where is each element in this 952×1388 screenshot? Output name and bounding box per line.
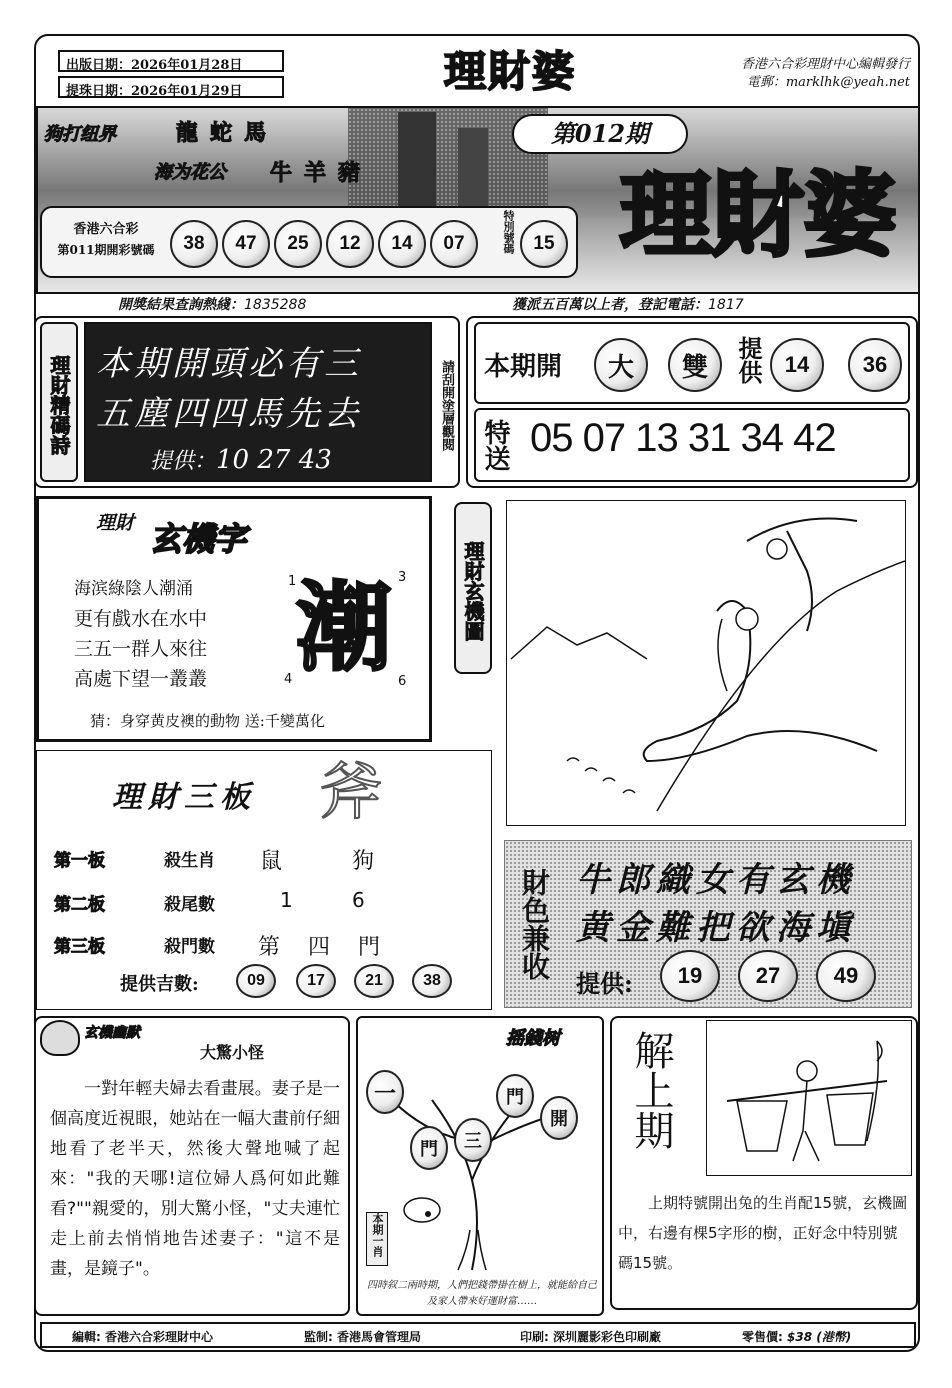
poem-line-2: 五塵四四馬先去 — [96, 394, 362, 434]
fish-animals — [270, 156, 410, 187]
open-ball-big: 大 — [594, 338, 648, 392]
result-title — [46, 220, 166, 260]
poem-side-label: 理財精碼詩 — [40, 322, 78, 482]
cai-bin-line-1: 牛郎織女有玄機 — [576, 860, 856, 900]
jie-shang-drawing — [707, 1021, 911, 1175]
fish-animal: 羊 — [304, 160, 339, 186]
publish-date-box — [58, 50, 284, 72]
special-number: 42 — [793, 416, 836, 460]
ban-value: 四 — [308, 935, 331, 960]
cai-bin-ball: 27 — [738, 950, 798, 1002]
ban-value: 門 — [358, 935, 381, 960]
fish-animal: 豬 — [338, 160, 373, 186]
xuanji-zi-title: 玄機字 — [150, 520, 247, 558]
humor-title: 大驚小怪 — [200, 1043, 265, 1062]
footer — [40, 1322, 916, 1348]
scratch-label: 請刮開塗層觀閱 — [439, 359, 454, 451]
cai-bin-ball: 49 — [816, 950, 876, 1002]
fish-label: 海为花公 — [154, 162, 226, 183]
ban-label: 第一板 — [54, 851, 105, 871]
editor-label: 編輯: — [72, 1330, 101, 1344]
xuanji-big-char: 潮 — [296, 572, 392, 684]
print-label: 印刷: — [520, 1330, 549, 1344]
xuanji-tu-drawing — [507, 501, 905, 825]
pickup-date: 2026年01月29日 — [131, 84, 243, 99]
lucky-number-ball: 21 — [354, 964, 394, 998]
san-ban-row — [46, 890, 466, 920]
publish-date: 2026年01月28日 — [131, 58, 243, 73]
special-number-ball: 15 — [520, 220, 568, 268]
register-phone: 1817 — [708, 297, 744, 313]
draw-number-ball: 38 — [170, 220, 218, 268]
print-name: 深圳麗影彩色印刷廠 — [553, 1330, 662, 1344]
ban-label: 第三板 — [54, 937, 105, 957]
hotline-number: 1835288 — [244, 297, 307, 313]
lucky-number-ball: 09 — [236, 964, 276, 998]
price-value: $38 (港幣) — [787, 1330, 852, 1344]
lucky-number-ball: 17 — [296, 964, 336, 998]
register-label: 獲派五百萬以上者，登記電話： — [512, 297, 708, 313]
money-fruit: 門 — [496, 1074, 534, 1118]
hotline-label: 開獎結果查詢熱綫： — [118, 297, 244, 313]
xuanji-zi-title-prefix: 理財 — [96, 512, 135, 534]
ban-value: 鼠 — [260, 849, 283, 874]
footer-supervise — [304, 1328, 421, 1345]
ban-value: 第 — [258, 935, 281, 960]
money-fruit: 三 — [454, 1118, 492, 1162]
corner-number-4: 4 — [284, 672, 293, 687]
draw-number-ball: 12 — [326, 220, 374, 268]
special-number: 34 — [740, 416, 783, 460]
humor-tag: 玄機幽默 — [84, 1025, 140, 1041]
xuanji-riddle: 猜：身穿黄皮襖的動物 送:千變萬化 — [90, 712, 325, 730]
corner-number-1: 1 — [288, 574, 297, 589]
humor-body: 一對年輕夫婦去看畫展。妻子是一個高度近視眼，她站在一幅大畫前仔細地看了老半天，然後大聲地喊了起來："我的天哪!這位婦人爲何如此難看?""親愛的，別大驚小怪，"丈夫連忙走上前去悄悄地告述妻子："這不是畫，是鏡子"。 — [50, 1079, 340, 1279]
jie-shang-image — [706, 1020, 912, 1176]
open-label: 本期開 — [484, 352, 563, 382]
this-issue-provide-label: 提供 — [734, 336, 763, 384]
publish-label: 出版日期： — [66, 58, 132, 73]
lucky-number-ball: 38 — [412, 964, 452, 998]
ban-value: 6 — [352, 888, 365, 912]
price-label: 零售價: — [742, 1330, 783, 1344]
money-tree-title: 摇錢树 — [506, 1028, 560, 1049]
result-title-line1: 香港六合彩 — [73, 222, 139, 237]
special-number: 31 — [687, 416, 731, 460]
special-number: 05 — [530, 416, 573, 460]
money-fruit: 開 — [540, 1096, 578, 1140]
xuanji-tu-image — [506, 500, 906, 826]
provide-ball: 14 — [770, 338, 824, 392]
xuanji-zi-poem-line: 三五一群人來往 — [74, 638, 208, 660]
city-tower-2 — [458, 128, 488, 218]
xuanji-zi-poem-line: 高處下望一叢叢 — [74, 668, 208, 690]
hotline-info — [118, 294, 478, 314]
footer-editor — [72, 1328, 213, 1345]
pickup-label: 提珠日期： — [66, 84, 132, 99]
xuanji-zi-poem — [74, 574, 284, 694]
draw-number-ball: 14 — [378, 220, 426, 268]
poem-provide-label: 提供： — [150, 449, 217, 474]
humor-mascot — [40, 1020, 80, 1056]
register-info — [512, 294, 872, 314]
result-title-line2: 第011期開彩號碼 — [57, 243, 155, 257]
special-number: 13 — [635, 416, 678, 460]
san-ban-row — [46, 932, 466, 962]
corner-number-3: 3 — [398, 570, 407, 585]
org-name: 香港六合彩理財中心編輯發行 — [740, 57, 910, 72]
money-fruit: 門 — [410, 1126, 448, 1170]
hit-animals — [176, 116, 316, 147]
money-tree-stamp: 本期一肖 — [366, 1212, 388, 1266]
hit-label: 狗打纽界 — [44, 124, 116, 145]
email-address: marklhk@yeah.net — [785, 75, 910, 90]
poem-provide-numbers: 10 27 43 — [216, 445, 332, 475]
corner-number-6: 6 — [398, 674, 407, 689]
header-logo: 理財婆 — [443, 47, 576, 96]
open-ball-even: 雙 — [668, 338, 722, 392]
san-ban-title: 理財三板 — [112, 780, 256, 815]
big-logo: 理財婆 — [619, 161, 896, 269]
email-label: 電郵： — [746, 75, 786, 90]
money-fruit: 一 — [366, 1070, 404, 1114]
poem-line-1: 本期開頭必有三 — [96, 344, 362, 384]
fish-animal: 牛 — [270, 160, 305, 186]
supervise-name: 香港馬會管理局 — [337, 1330, 422, 1344]
xuanji-tu-label: 理財玄機圖 — [454, 502, 492, 674]
pickup-date-box — [58, 76, 284, 98]
supervise-label: 監制: — [304, 1330, 333, 1344]
draw-number-ball: 07 — [430, 220, 478, 268]
footer-price — [742, 1328, 851, 1345]
cai-bin-provide-label: 提供: — [576, 969, 633, 998]
money-tree-caption: 四時叙二兩時期，人們把錢帶掛在樹上，就能給自己及家人帶來好運財富…… — [367, 1280, 597, 1307]
xuanji-zi-poem-line: 更有戲水在水中 — [74, 608, 208, 630]
ban-kill-type: 殺生肖 — [164, 851, 215, 871]
jie-shang-text: 上期特號開出兔的生肖配15號，玄機圖中，右邊有棵5字形的樹，正好念中特別號碼15號。 — [618, 1194, 908, 1272]
cai-bin-ball: 19 — [660, 950, 720, 1002]
special-send-label: 特送 — [480, 419, 510, 471]
ban-kill-type: 殺尾數 — [164, 895, 215, 915]
cai-bin-label: 財色兼收 — [518, 868, 551, 980]
san-ban-row — [46, 846, 466, 876]
jie-shang-title: 解上期 — [628, 1030, 674, 1150]
cai-bin-line-2: 黄金難把欲海塡 — [576, 908, 856, 948]
ban-value: 狗 — [352, 849, 375, 874]
xuanji-zi-poem-line: 海滨綠陰人潮涌 — [74, 579, 193, 599]
provide-ball: 36 — [848, 338, 902, 392]
draw-number-ball: 47 — [222, 220, 270, 268]
draw-number-ball: 25 — [274, 220, 322, 268]
axe-char: 斧 — [319, 755, 382, 828]
hit-animal: 龍 — [176, 120, 211, 146]
ban-label: 第二板 — [54, 895, 105, 915]
editor-name: 香港六合彩理財中心 — [105, 1330, 214, 1344]
ban-kill-type: 殺門數 — [164, 937, 215, 957]
special-numbers — [530, 416, 910, 461]
header-org — [640, 56, 910, 92]
ban-value: 1 — [280, 888, 293, 912]
special-number: 07 — [582, 416, 626, 460]
hit-animal: 蛇 — [210, 120, 245, 146]
footer-print — [520, 1328, 661, 1345]
issue-badge: 第012期 — [512, 114, 688, 154]
lucky-label: 提供吉數: — [120, 974, 199, 995]
special-number-label: 特別號碼 — [502, 210, 515, 254]
poem-provide — [150, 444, 410, 475]
hit-animal: 馬 — [244, 120, 279, 146]
